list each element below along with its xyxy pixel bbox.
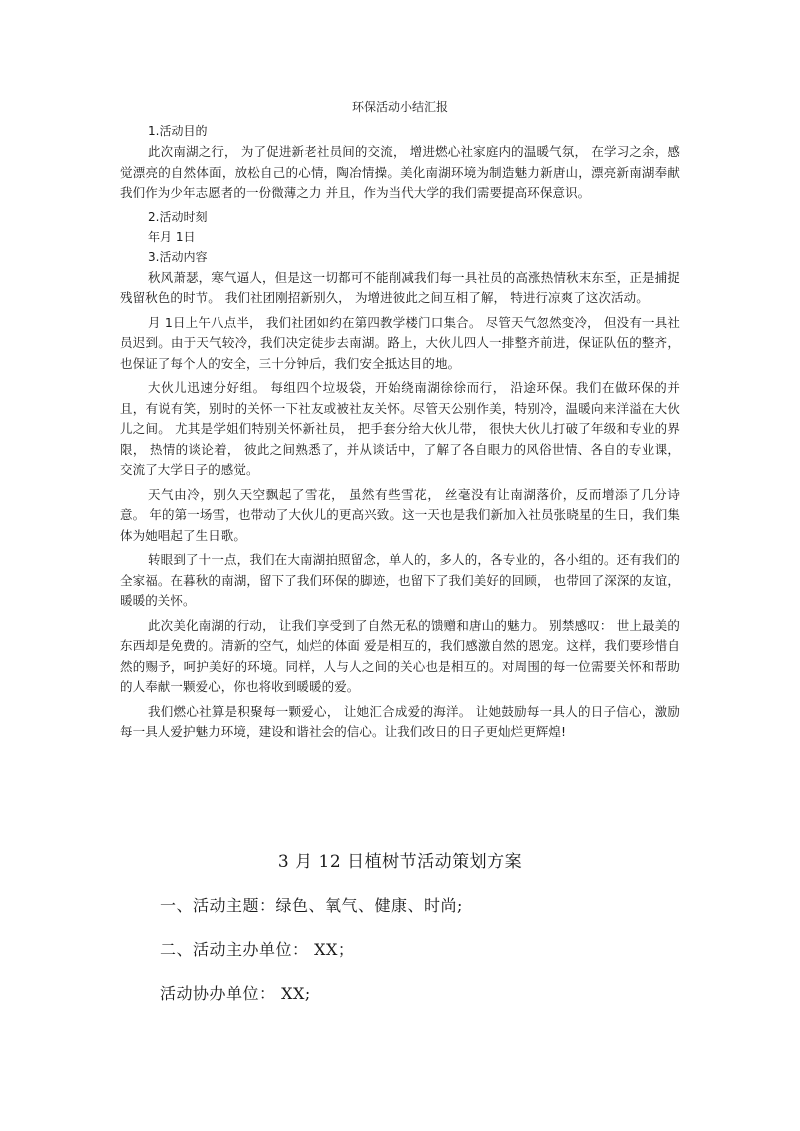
plan-title: 3 月 12 日植树节活动策划方案 xyxy=(277,852,523,872)
section-heading-purpose: 1.活动目的 xyxy=(148,124,208,138)
arbor-day-plan xyxy=(120,850,680,1026)
plan-item-co-organizer: 活动协办单位： XX; xyxy=(160,984,311,1003)
environmental-report xyxy=(120,98,680,747)
plan-item-theme: 一、活动主题：绿色、氧气、健康、时尚; xyxy=(160,896,463,915)
content-paragraph: 天气由冷，别久天空飘起了雪花， 虽然有些雪花， 丝毫没有让南湖落价，反而增添了几分诗意。 年的第一场雪，也带动了大伙儿的更高兴致。这一天也是我们新加入社员张晓星的生日，我们集体为她唱起了生日歌。 xyxy=(120,486,680,543)
purpose-paragraph: 此次南湖之行， 为了促进新老社员间的交流， 增进燃心社家庭内的温暖气氛， 在学习之余，感觉漂亮的自然体面，放松自己的心情，陶冶情操。美化南湖环境为制造魅力新唐山，漂亮新南湖奉献我们作为少年志愿者的一份微薄之力 并且，作为当代大学的我们需要提高环保意识。 xyxy=(120,144,680,200)
content-paragraph: 我们燃心社算是积聚每一颗爱心， 让她汇合成爱的海洋。 让她鼓励每一具人的日子信心，激励每一具人爱护魅力环境，建设和谐社会的信心。让我们改日的日子更灿烂更辉煌! xyxy=(120,703,680,739)
section-heading-time: 2.活动时刻 xyxy=(148,209,208,224)
content-paragraph: 大伙儿迅速分好组。 每组四个垃圾袋，开始绕南湖徐徐而行， 沿途环保。我们在做环保的并且，有说有笑，别时的关怀一下社友或被社友关怀。尽管天公别作美，特别冷，温暖向来洋溢在大伙儿之间。 尤其是学姐们特别关怀新社员， 把手套分给大伙儿带， 很快大伙儿打破了年级和专业的界限， 热情的谈论着， 彼此之间熟悉了，并从谈话中，了解了各自眼力的风俗世情、各自的专业课，交流了大学日子的感觉。 xyxy=(120,380,680,477)
content-paragraph: 转眼到了十一点，我们在大南湖拍照留念，单人的，多人的，各专业的，各小组的。还有我们的全家福。在暮秋的南湖，留下了我们环保的脚迹，也留下了我们美好的回顾， 也带回了深深的友谊，暖暖的关怀。 xyxy=(120,552,680,608)
plan-item-organizer: 二、活动主办单位： XX； xyxy=(160,940,355,959)
content-paragraph: 秋风萧瑟，寒气逼人，但是这一切都可不能削减我们每一具社员的高涨热情秋末东至，正是捕捉残留秋色的时节。 我们社团刚招新别久， 为增进彼此之间互相了解， 特进行凉爽了这次活动。 xyxy=(120,269,680,305)
content-paragraph: 月 1日上午八点半， 我们社团如约在第四教学楼门口集合。 尽管天气忽然变冷， 但没有一具社员迟到。由于天气较冷，我们决定徒步去南湖。路上，大伙儿四人一排整齐前进，保证队伍的整齐，也保证了每个人的安全，三十分钟后，我们安全抵达目的地。 xyxy=(120,314,680,371)
section-heading-content: 3.活动内容 xyxy=(148,249,208,264)
report-title: 环保活动小结汇报 xyxy=(351,100,448,114)
activity-date: 年月 1日 xyxy=(148,229,196,244)
content-paragraph: 此次美化南湖的行动， 让我们享受到了自然无私的馈赠和唐山的魅力。 别禁感叹： 世上最美的东西却是免费的。清新的空气，灿烂的体面 爱是相互的，我们感激自然的恩宠。这样，我们要珍惜自然的赐予，呵护美好的环境。同样，人与人之间的关心也是相互的。对周围的每一位需要关怀和帮助的人奉献一颗爱心，你也将收到暖暖的爱。 xyxy=(120,617,680,694)
